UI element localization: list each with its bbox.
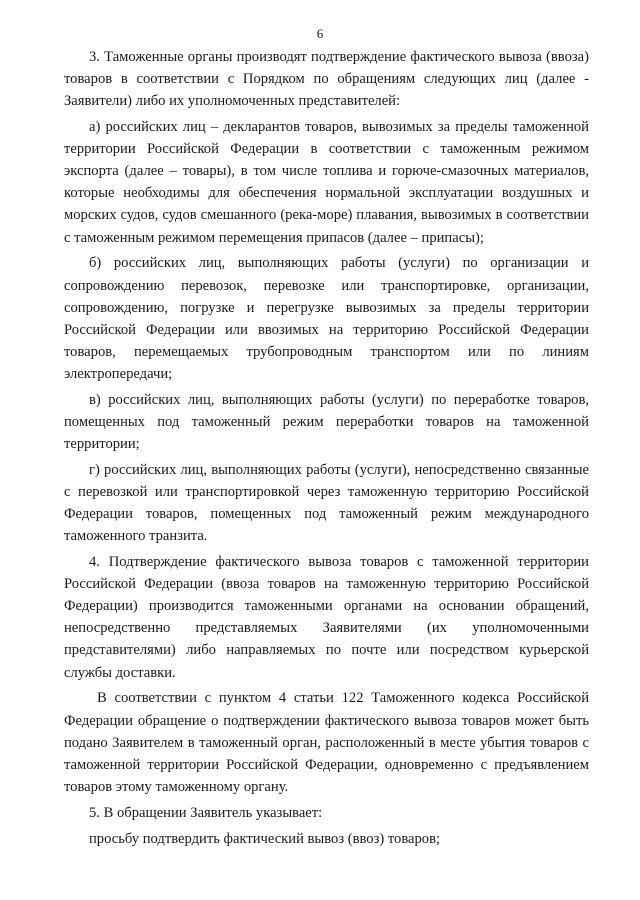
paragraph-3v: в) российских лиц, выполняющих работы (услуги) по переработке товаров, помещенных под таможенный режим переработки товаров на таможенной территории; (64, 391, 589, 452)
paragraph-4: 4. Подтверждение фактического вывоза товаров с таможенной территории Российской Федерации (ввоза товаров на таможенную территорию Российской Федерации) производится таможенными органами на основании обращений, непосредственно представляемых Заявителями (их уполномоченными представителями) либо направляемых по почте или посредством курьерской службы доставки. (64, 554, 589, 681)
paragraph-5: 5. В обращении Заявитель указывает: (89, 804, 323, 821)
paragraph-5-item: просьбу подтвердить фактический вывоз (ввоз) товаров; (89, 830, 441, 847)
paragraph-3g: г) российских лиц, выполняющих работы (услуги), непосредственно связанные с перевозкой или транспортировкой через таможенную территорию Российской Федерации товаров, помещенных под таможенный режим международного таможенного транзита. (64, 461, 589, 545)
page-number: 6 (316, 26, 324, 41)
paragraph-4-continuation: В соответствии с пунктом 4 статьи 122 Таможенного кодекса Российской Федерации обращение о подтверждении фактического вывоза товаров может быть подано Заявителем в таможенный орган, расположенный в месте убытия товаров с таможенной территории Российской Федерации, одновременно с предъявлением товаров этому таможенному органу. (64, 690, 589, 795)
paragraph-3b: б) российских лиц, выполняющих работы (услуги) по организации и сопровождению перевозок, перевозке или транспортировке, организации, сопровождению, погрузке и перегрузке вывозимых за пределы территории Российской Федерации или ввозимых на территорию Российской Федерации товаров, перемещаемых трубопроводным транспортом или по линиям электропередачи; (64, 255, 589, 382)
document-body (64, 46, 589, 853)
paragraph-3a: а) российских лиц – декларантов товаров, вывозимых за пределы таможенной территории Российской Федерации в соответствии с таможенным режимом экспорта (далее – товары), в том числе топлива и горюче-смазочных материалов, которые необходимы для обеспечения нормальной эксплуатации воздушных и морских судов, судов смешанного (река-море) плавания, вывозимых в соответствии с таможенным режимом перемещения припасов (далее – припасы); (64, 119, 589, 246)
paragraph-3: 3. Таможенные органы производят подтверждение фактического вывоза (ввоза) товаров в соответствии с Порядком по обращениям следующих лиц (далее - Заявители) либо их уполномоченных представителей: (64, 49, 589, 110)
